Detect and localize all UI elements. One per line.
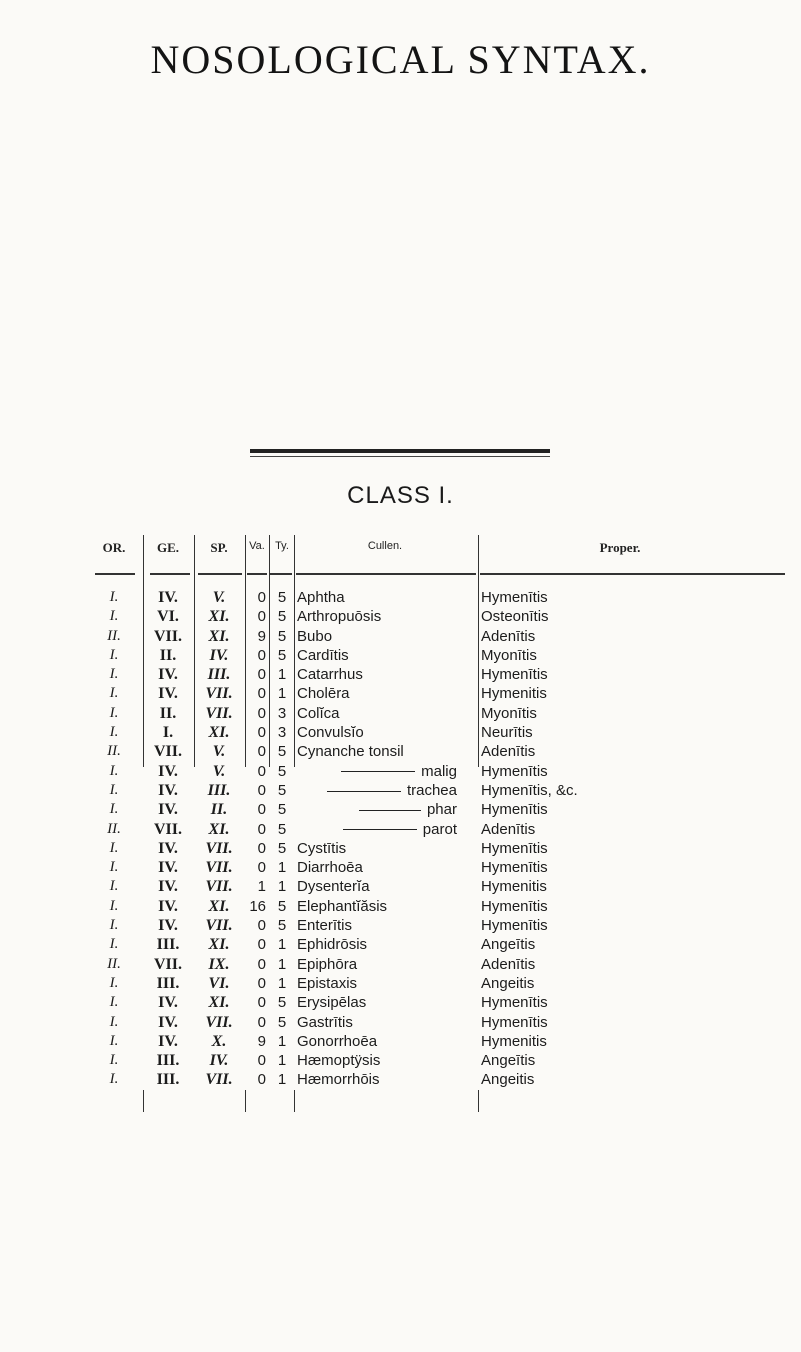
cell-ge: VII. xyxy=(153,627,182,645)
cell-ge: IV. xyxy=(158,839,178,857)
cell-cullen: Colĭca xyxy=(297,704,340,722)
header-rule-proper xyxy=(480,573,785,575)
cell-va: 0 xyxy=(257,743,266,761)
table-row xyxy=(0,607,801,626)
cell-proper: Myonītis xyxy=(481,704,537,722)
cell-sp: XI. xyxy=(208,820,230,838)
cell-cullen: Gonorrhoēa xyxy=(297,1032,378,1050)
header-ge: GE. xyxy=(156,540,180,555)
cell-cullen: Catarrhus xyxy=(297,666,363,684)
cell-or: II. xyxy=(107,955,121,972)
cell-sp: V. xyxy=(212,762,226,780)
table-row xyxy=(0,588,801,607)
table-row xyxy=(0,684,801,703)
cell-sp: XI. xyxy=(208,627,230,645)
cell-or: I. xyxy=(109,801,119,818)
cell-or: I. xyxy=(109,781,119,798)
cell-ge: II. xyxy=(159,704,177,722)
table-row xyxy=(0,704,801,723)
cell-ty: 3 xyxy=(277,704,287,722)
cell-or: I. xyxy=(109,1032,119,1049)
cell-cullen: Epiphōra xyxy=(297,955,358,973)
table-row xyxy=(0,646,801,665)
cell-ty: 1 xyxy=(277,1032,287,1050)
cell-cullen xyxy=(297,762,477,781)
cell-ty: 5 xyxy=(277,1013,287,1031)
cell-ge: III. xyxy=(156,1052,180,1070)
cell-sp: VII. xyxy=(205,917,233,935)
cell-sp: II. xyxy=(210,801,228,819)
table-row xyxy=(0,897,801,916)
cell-sp: VII. xyxy=(205,878,233,896)
cell-ge: IV. xyxy=(158,1013,178,1031)
cell-cullen: Epistaxis xyxy=(297,974,358,992)
table-row xyxy=(0,1070,801,1089)
cell-or: I. xyxy=(109,1052,119,1069)
cell-va: 0 xyxy=(257,820,266,838)
cell-cullen: Ephidrōsis xyxy=(297,936,368,954)
cell-proper: Hymenītis xyxy=(481,917,548,935)
cell-ge: IV. xyxy=(158,666,178,684)
cell-ge: IV. xyxy=(158,994,178,1012)
cell-ge: IV. xyxy=(158,859,178,877)
table-row xyxy=(0,627,801,646)
cell-va: 0 xyxy=(257,859,266,877)
cell-ty: 5 xyxy=(277,589,287,606)
cell-proper: Angeītis xyxy=(481,936,536,954)
cell-or: I. xyxy=(109,762,119,779)
cell-va: 0 xyxy=(257,801,266,819)
cell-va: 0 xyxy=(257,974,266,992)
cell-sp: VII. xyxy=(205,839,233,857)
cell-va: 16 xyxy=(249,897,266,915)
cell-sp: V. xyxy=(212,743,226,761)
cell-ge: IV. xyxy=(158,589,178,606)
title-rule-thin xyxy=(250,456,550,457)
cell-ty: 5 xyxy=(277,820,287,838)
cell-sp: XI. xyxy=(208,994,230,1012)
cell-or: I. xyxy=(109,608,119,625)
cell-ty: 5 xyxy=(277,646,287,664)
cell-or: I. xyxy=(109,897,119,914)
cell-va: 0 xyxy=(257,608,266,626)
cell-ge: IV. xyxy=(158,685,178,703)
cell-ty: 1 xyxy=(277,974,287,992)
cell-ge: VII. xyxy=(153,743,182,761)
cell-ty: 1 xyxy=(277,1071,287,1089)
cell-or: I. xyxy=(109,839,119,856)
cullen-term: malig xyxy=(421,762,457,780)
cell-sp: III. xyxy=(207,666,231,684)
table-row xyxy=(0,916,801,935)
header-proper: Proper. xyxy=(599,540,641,555)
cell-ty: 1 xyxy=(277,878,287,896)
header-sp: SP. xyxy=(210,540,228,555)
class-heading: CLASS I. xyxy=(347,482,454,509)
cell-sp: IX. xyxy=(208,955,230,973)
cell-ty: 1 xyxy=(277,666,287,684)
cell-sp: VII. xyxy=(205,1013,233,1031)
table-row xyxy=(0,762,801,781)
cell-proper: Adenītis xyxy=(481,820,536,838)
cell-va: 0 xyxy=(257,839,266,857)
cell-ty: 5 xyxy=(277,627,287,645)
cell-va: 0 xyxy=(257,589,266,606)
title-rule-thick xyxy=(250,449,550,453)
cell-sp: VII. xyxy=(205,859,233,877)
cell-ge: III. xyxy=(156,936,180,954)
cell-proper: Angeitis xyxy=(481,1071,535,1089)
cell-proper: Hymenitis xyxy=(481,878,547,896)
cell-or: II. xyxy=(107,820,121,837)
table-row xyxy=(0,665,801,684)
cell-va: 0 xyxy=(257,1013,266,1031)
cell-cullen: Hæmoptÿsis xyxy=(297,1052,381,1070)
cell-ty: 5 xyxy=(277,743,287,761)
cell-proper: Hymenītis xyxy=(481,994,548,1012)
cell-cullen: Hæmorrhōis xyxy=(297,1071,380,1089)
cell-ge: IV. xyxy=(158,897,178,915)
column-divider xyxy=(294,1090,295,1112)
cell-cullen: Cardītis xyxy=(297,646,349,664)
cell-ge: III. xyxy=(156,1071,180,1089)
cell-proper: Hymenītis xyxy=(481,801,548,819)
table-row xyxy=(0,1032,801,1051)
cell-proper: Adenītis xyxy=(481,955,536,973)
cell-va: 0 xyxy=(257,762,266,780)
cell-ge: IV. xyxy=(158,781,178,799)
cell-ty: 1 xyxy=(277,936,287,954)
cell-sp: XI. xyxy=(208,897,230,915)
cell-va: 0 xyxy=(257,917,266,935)
header-va: Va. xyxy=(249,540,265,552)
ditto-dash xyxy=(327,791,401,792)
cell-ge: IV. xyxy=(158,762,178,780)
table-row xyxy=(0,955,801,974)
cell-va: 0 xyxy=(257,685,266,703)
cell-va: 0 xyxy=(257,646,266,664)
table-row xyxy=(0,820,801,839)
header-rule-sp xyxy=(198,573,242,575)
cell-va: 0 xyxy=(257,666,266,684)
cell-cullen: Bubo xyxy=(297,627,333,645)
cell-ge: II. xyxy=(159,646,177,664)
cell-or: I. xyxy=(109,859,119,876)
cell-va: 0 xyxy=(257,1071,266,1089)
cell-or: I. xyxy=(109,994,119,1011)
cell-ge: IV. xyxy=(158,878,178,896)
header-rule-ty xyxy=(270,573,292,575)
cell-ge: III. xyxy=(156,974,180,992)
cell-va: 0 xyxy=(257,724,266,742)
cell-ty: 5 xyxy=(277,994,287,1012)
cell-sp: VII. xyxy=(205,704,233,722)
cell-or: I. xyxy=(109,685,119,702)
cell-va: 0 xyxy=(257,704,266,722)
column-divider xyxy=(143,1090,144,1112)
table-row xyxy=(0,877,801,896)
cell-proper: Hymenītis xyxy=(481,666,548,684)
header-or: OR. xyxy=(102,540,126,555)
cell-cullen: Cholēra xyxy=(297,685,350,703)
cell-cullen: Diarrhoēa xyxy=(297,859,363,877)
table-row xyxy=(0,723,801,742)
header-rule-va xyxy=(247,573,267,575)
cell-proper: Osteonītis xyxy=(481,608,549,626)
cell-ty: 5 xyxy=(277,781,287,799)
cell-va: 0 xyxy=(257,781,266,799)
cell-cullen: Cystītis xyxy=(297,839,347,857)
ditto-dash xyxy=(343,829,417,830)
cell-ge: IV. xyxy=(158,1032,178,1050)
cell-ge: VI. xyxy=(157,608,179,626)
cell-va: 1 xyxy=(257,878,266,896)
cell-proper: Hymenītis, &c. xyxy=(481,781,578,799)
cell-ty: 1 xyxy=(277,859,287,877)
cell-ty: 5 xyxy=(277,801,287,819)
cell-ge: IV. xyxy=(158,917,178,935)
cell-cullen: Erysipēlas xyxy=(297,994,367,1012)
cell-proper: Neurītis xyxy=(481,724,533,742)
cell-cullen: Arthropuōsis xyxy=(297,608,382,626)
cell-proper: Angeitis xyxy=(481,974,535,992)
cell-ty: 5 xyxy=(277,897,287,915)
cell-proper: Hymenītis xyxy=(481,839,548,857)
cell-sp: III. xyxy=(207,781,231,799)
cell-va: 0 xyxy=(257,955,266,973)
cell-ty: 1 xyxy=(277,685,287,703)
cell-ge: I. xyxy=(162,724,174,742)
cell-cullen: Cynanche tonsil xyxy=(297,743,404,761)
cell-or: I. xyxy=(109,666,119,683)
cell-cullen xyxy=(297,781,477,800)
cell-ty: 3 xyxy=(277,724,287,742)
cell-or: II. xyxy=(107,743,121,760)
page-title: NOSOLOGICAL SYNTAX. xyxy=(150,37,651,82)
cell-sp: IV. xyxy=(209,1052,229,1070)
table-row xyxy=(0,742,801,761)
cell-ty: 5 xyxy=(277,917,287,935)
header-rule-or xyxy=(95,573,135,575)
cell-or: I. xyxy=(109,589,119,605)
cell-proper: Hymenītis xyxy=(481,859,548,877)
cell-ge: VII. xyxy=(153,955,182,973)
cell-va: 9 xyxy=(257,1032,266,1050)
table-row xyxy=(0,858,801,877)
cell-or: I. xyxy=(109,1013,119,1030)
cell-sp: XI. xyxy=(208,724,230,742)
cell-sp: VII. xyxy=(205,685,233,703)
table-row xyxy=(0,974,801,993)
cell-cullen: Gastrītis xyxy=(297,1013,353,1031)
cell-or: I. xyxy=(109,917,119,934)
header-rule-ge xyxy=(150,573,190,575)
cell-or: I. xyxy=(109,704,119,721)
cell-cullen: Elephantĭăsis xyxy=(297,897,388,915)
cell-cullen: Enterītis xyxy=(297,917,353,935)
cell-cullen: Dysenterĭa xyxy=(297,878,370,896)
cell-sp: IV. xyxy=(209,646,229,664)
cell-va: 0 xyxy=(257,1052,266,1070)
table-row xyxy=(0,993,801,1012)
cell-ty: 1 xyxy=(277,955,287,973)
cell-cullen xyxy=(297,800,477,819)
cell-va: 0 xyxy=(257,936,266,954)
cell-sp: X. xyxy=(211,1032,227,1050)
column-divider xyxy=(478,1090,479,1112)
cell-va: 0 xyxy=(257,994,266,1012)
cell-or: I. xyxy=(109,878,119,895)
cell-or: I. xyxy=(109,1071,119,1088)
cell-sp: VII. xyxy=(205,1071,233,1089)
table-body xyxy=(0,588,801,1090)
table-row xyxy=(0,800,801,819)
cullen-term: trachea xyxy=(406,781,457,799)
cell-proper: Adenītis xyxy=(481,743,536,761)
cullen-term: phar xyxy=(426,801,457,819)
cell-ge: IV. xyxy=(158,801,178,819)
cell-proper: Hymenītis xyxy=(481,1013,548,1031)
cell-sp: V. xyxy=(212,589,226,606)
header-rule-cullen xyxy=(296,573,476,575)
cell-proper: Hymenītis xyxy=(481,897,548,915)
cell-cullen: Aphtha xyxy=(297,589,345,606)
cell-proper: Adenītis xyxy=(481,627,536,645)
header-ty: Ty. xyxy=(275,540,289,552)
cell-or: I. xyxy=(109,974,119,991)
cell-sp: XI. xyxy=(208,608,230,626)
cell-proper: Angeītis xyxy=(481,1052,536,1070)
table-row xyxy=(0,839,801,858)
header-cullen: Cullen. xyxy=(367,540,403,552)
cell-proper: Hymenītis xyxy=(481,762,548,780)
ditto-dash xyxy=(341,771,415,772)
cell-cullen xyxy=(297,820,477,839)
ditto-dash xyxy=(359,810,421,811)
table-row xyxy=(0,1013,801,1032)
cell-proper: Hymenitis xyxy=(481,685,547,703)
cell-ty: 5 xyxy=(277,762,287,780)
cell-or: II. xyxy=(107,627,121,644)
cell-ty: 1 xyxy=(277,1052,287,1070)
table-row xyxy=(0,1051,801,1070)
cell-proper: Myonītis xyxy=(481,646,537,664)
cell-proper: Hymenītis xyxy=(481,589,548,606)
cell-proper: Hymenitis xyxy=(481,1032,547,1050)
cell-sp: VI. xyxy=(208,974,230,992)
cullen-term: parot xyxy=(422,820,457,838)
column-divider xyxy=(245,1090,246,1112)
table-row xyxy=(0,781,801,800)
cell-or: I. xyxy=(109,646,119,663)
cell-cullen: Convulsĭo xyxy=(297,724,364,742)
cell-or: I. xyxy=(109,724,119,741)
cell-ge: VII. xyxy=(153,820,182,838)
cell-sp: XI. xyxy=(208,936,230,954)
cell-ty: 5 xyxy=(277,608,287,626)
cell-ty: 5 xyxy=(277,839,287,857)
cell-or: I. xyxy=(109,936,119,953)
table-row xyxy=(0,935,801,954)
cell-va: 9 xyxy=(257,627,266,645)
